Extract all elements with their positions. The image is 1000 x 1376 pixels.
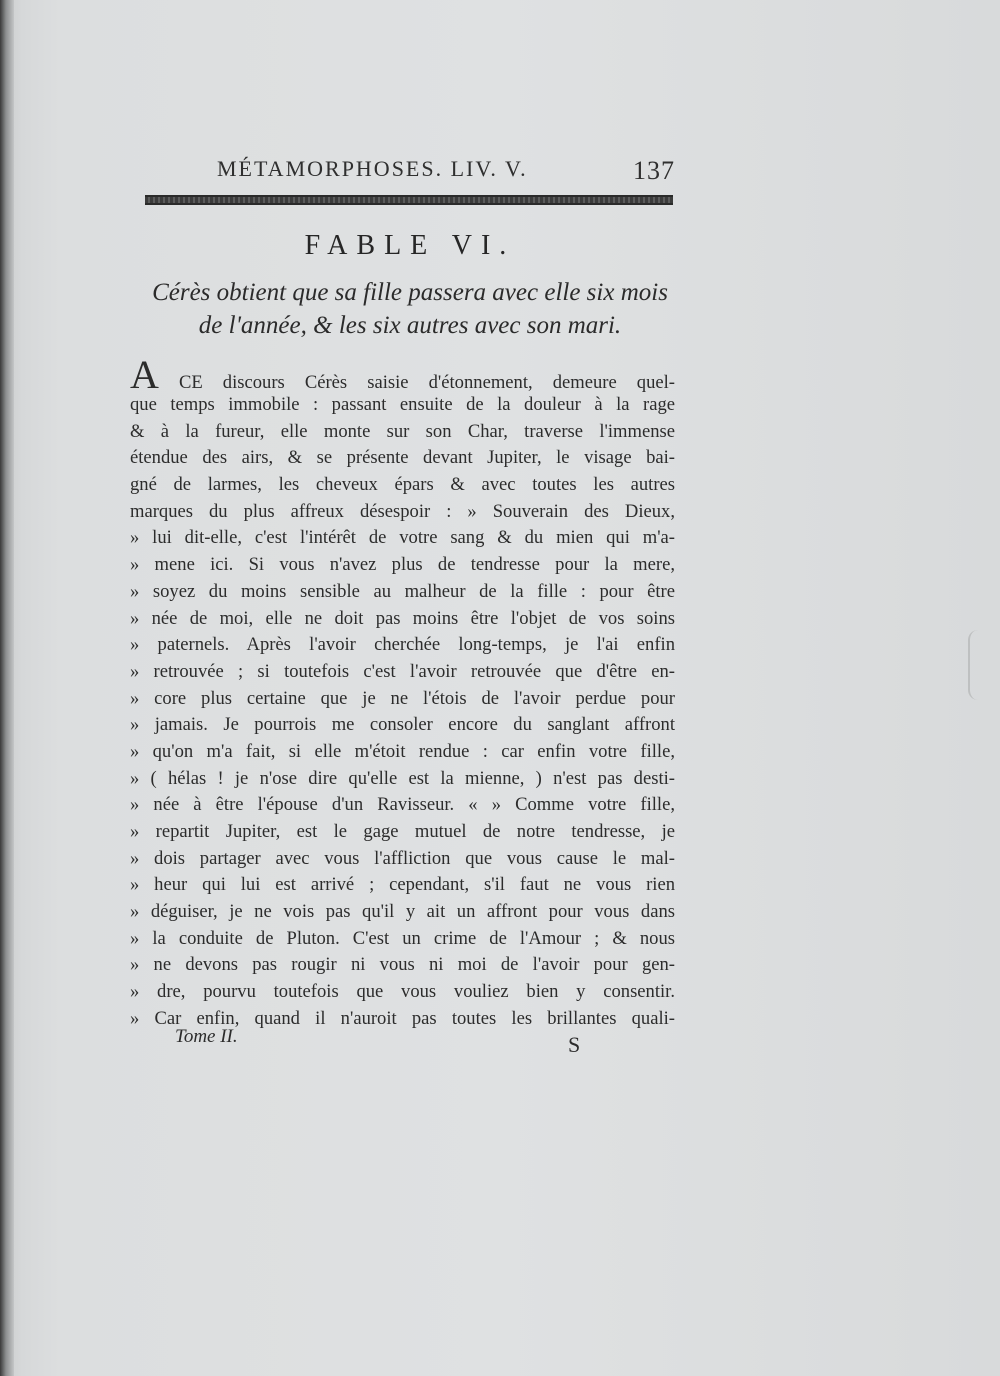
body-line: » paternels. Après l'avoir cherchée long-temps, je l'ai enfin: [130, 634, 675, 656]
page-number: 137: [633, 156, 675, 185]
body-line: » dre, pourvu toutefois que vous vouliez bien y consentir.: [130, 981, 675, 1003]
first-line-text: CE discours Cérès saisie d'étonnement, demeure quel-: [158, 372, 675, 393]
body-line: étendue des airs, & se présente devant Jupiter, le visage bai-: [130, 447, 675, 469]
body-line: » core plus certaine que je ne l'étois de l'avoir perdue pour: [130, 687, 675, 709]
body-line: que temps immobile : passant ensuite de la douleur à la rage: [130, 394, 675, 415]
body-line: » ( hélas ! je n'ose dire qu'elle est la mienne, ) n'est pas desti-: [130, 767, 675, 789]
fable-title: FABLE VI.: [304, 230, 516, 261]
body-line: gné de larmes, les cheveux épars & avec toutes les autres: [130, 474, 675, 496]
signature-mark: S: [568, 1032, 581, 1057]
volume-signature: Tome II.: [175, 1026, 238, 1047]
body-line: » ne devons pas rougir ni vous ni moi de l'avoir pour gen-: [130, 954, 675, 976]
body-line: » qu'on m'a fait, si elle m'étoit rendue : car enfin votre fille,: [130, 740, 675, 762]
body-line: » mene ici. Si vous n'avez plus de tendresse pour la mere,: [130, 554, 675, 576]
body-line: & à la fureur, elle monte sur son Char, traverse l'immense: [130, 420, 675, 442]
body-line: » dois partager avec vous l'affliction que vous cause le mal-: [130, 847, 675, 869]
body-line: » jamais. Je pourrois me consoler encore du sanglant affront: [130, 714, 675, 736]
body-line: » Car enfin, quand il n'auroit pas toutes les brillantes quali-: [130, 1007, 675, 1029]
body-line: » déguiser, je ne vois pas qu'il y ait un affront pour vous dans: [130, 901, 675, 923]
binding-edge: [0, 0, 14, 1376]
drop-cap: A: [130, 352, 159, 397]
body-line: » la conduite de Pluton. C'est un crime de l'Amour ; & nous: [130, 927, 675, 949]
running-head: [217, 152, 677, 188]
ornamental-rule: [145, 195, 673, 205]
body-line: » lui dit-elle, c'est l'intérêt de votre sang & du mien qui m'a-: [130, 527, 675, 549]
body-line: » soyez du moins sensible au malheur de la fille : pour être: [130, 580, 675, 602]
body-line: » née de moi, elle ne doit pas moins être l'objet de vos soins: [130, 607, 675, 629]
subtitle-line: de l'année, & les six autres avec son mari.: [198, 312, 622, 339]
fable-subtitle: [130, 276, 690, 342]
body-line: » repartit Jupiter, est le gage mutuel de notre tendresse, je: [130, 821, 675, 842]
body-line: » heur qui lui est arrivé ; cependant, s'il faut ne vous rien: [130, 874, 675, 896]
body-line: » retrouvée ; si toutefois c'est l'avoir retrouvée que d'être en-: [130, 660, 675, 682]
body-line: » née à être l'épouse d'un Ravisseur. « » Comme votre fille,: [130, 794, 675, 816]
subtitle-line: Cérès obtient que sa fille passera avec elle six mois: [152, 279, 668, 306]
running-head-title: MÉTAMORPHOSES. LIV. V.: [217, 156, 528, 181]
body-line: marques du plus affreux désespoir : » Souverain des Dieux,: [130, 500, 675, 522]
body-text: [130, 352, 675, 1033]
body-first-line: [130, 352, 675, 397]
page-fold-mark: [968, 630, 986, 700]
